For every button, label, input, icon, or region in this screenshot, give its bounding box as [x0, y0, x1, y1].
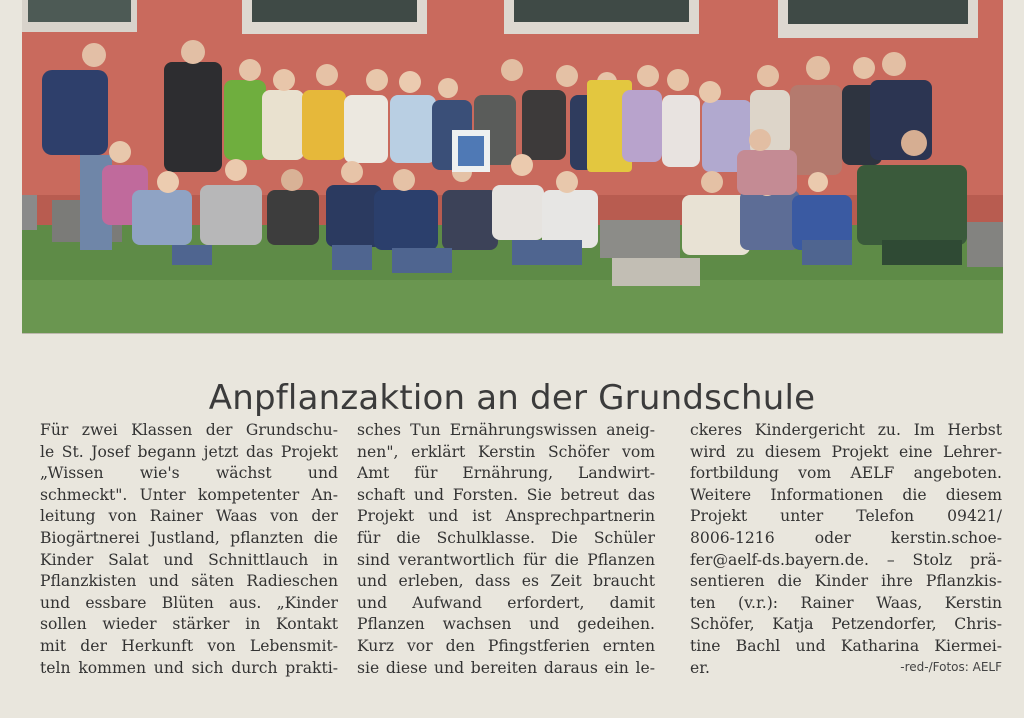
text-line: schmeckt". Unter kompetenter An-: [40, 485, 338, 504]
group-photo: [22, 0, 1003, 334]
text-line: sie diese und bereiten daraus ein le-: [357, 658, 655, 677]
headline: Anpflanzaktion an der Grundschule: [208, 377, 816, 418]
text-line: Pflanzen wachsen und gedeihen.: [357, 615, 655, 634]
text-line: ckeres Kindergericht zu. Im Herbst: [690, 421, 1002, 439]
text-line: Kurz vor den Pfingstferien ernten: [357, 636, 655, 655]
text-line: „Wissen wie's wächst und: [40, 464, 338, 483]
text-line: Für zwei Klassen der Grundschu-: [40, 421, 338, 439]
text-line: sollen wieder stärker in Kontakt: [40, 615, 338, 634]
text-line: tine Bachl und Katharina Kiermei-: [690, 636, 1002, 655]
article-column-2: [357, 420, 655, 679]
text-line: fortbildung vom AELF angeboten.: [690, 464, 1002, 483]
text-line: Schöfer, Katja Petzendorfer, Chris-: [690, 615, 1002, 634]
text-line: er.: [690, 658, 710, 677]
text-line: 8006-1216 oder kerstin.schoe-: [690, 528, 1002, 547]
group-photo-illustration: [22, 0, 1003, 333]
text-line: Pflanzkisten und säten Radieschen: [40, 572, 338, 591]
text-line: Weitere Informationen die diesem: [690, 485, 1002, 504]
text-line: mit der Herkunft von Lebensmit-: [40, 636, 338, 655]
text-line: Projekt unter Telefon 09421/: [690, 507, 1002, 526]
text-line: Amt für Ernährung, Landwirt-: [357, 464, 655, 483]
text-line: sind verantwortlich für die Pflanzen: [357, 550, 655, 569]
text-line: Projekt und ist Ansprechpartnerin: [357, 507, 655, 526]
photo-credit: -red-/Fotos: AELF: [900, 660, 1002, 674]
text-line: und essbare Blüten aus. „Kinder: [40, 593, 338, 612]
text-line: ten (v.r.): Rainer Waas, Kerstin: [690, 593, 1002, 612]
text-line: für die Schulklasse. Die Schüler: [357, 528, 655, 547]
text-line: wird zu diesem Projekt eine Lehrer-: [690, 442, 1002, 461]
text-line: und erleben, dass es Zeit braucht: [357, 572, 655, 591]
text-line: le St. Josef begann jetzt das Projekt: [40, 442, 338, 461]
text-line: Biogärtnerei Justland, pflanzten die: [40, 528, 338, 547]
article-column-1: [40, 420, 338, 679]
text-line: Kinder Salat und Schnittlauch in: [40, 550, 338, 569]
text-line: und Aufwand erfordert, damit: [357, 593, 655, 612]
text-line: sches Tun Ernährungswissen aneig-: [357, 421, 655, 439]
text-line: nen", erklärt Kerstin Schöfer vom: [357, 442, 655, 461]
text-line: fer@aelf-ds.bayern.de. – Stolz prä-: [690, 550, 1002, 569]
text-line: schaft und Forsten. Sie betreut das: [357, 485, 655, 504]
text-line: teln kommen und sich durch prakti-: [40, 658, 338, 677]
text-line: sentieren die Kinder ihre Pflanzkis-: [690, 572, 1002, 591]
article-column-3: [690, 420, 1002, 679]
text-line: leitung von Rainer Waas von der: [40, 507, 338, 526]
